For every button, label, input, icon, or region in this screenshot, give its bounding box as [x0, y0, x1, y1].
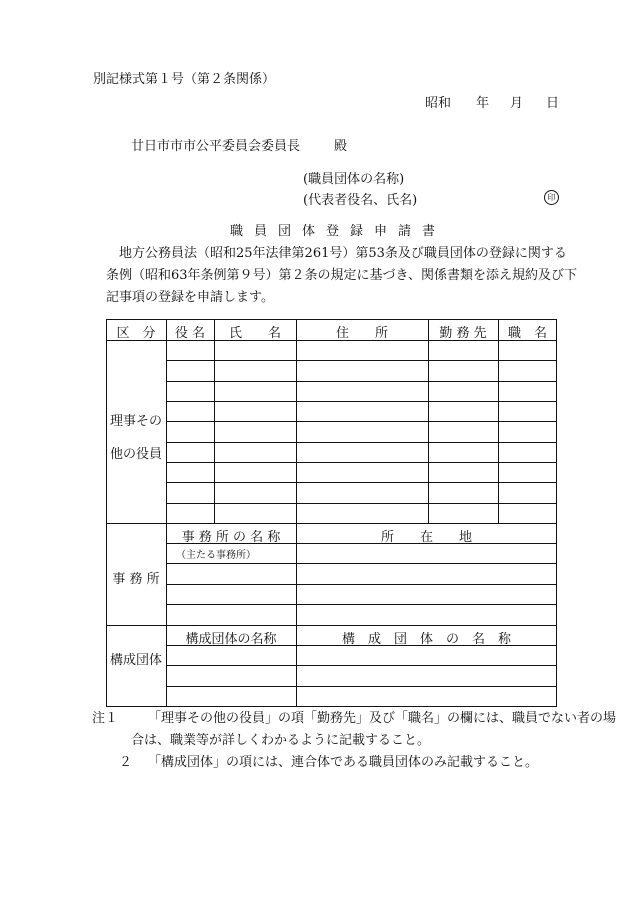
- date-day: 日: [546, 96, 560, 111]
- body-paragraph: 地方公務員法（昭和25年法律第261号）第53条及び職員団体の登録に関する条例（昭和63年条例第９号）第２条の規定に基づき、関係書類を添え規約及び下記事項の登録を申請します。: [106, 246, 578, 305]
- table-grid: [106, 319, 557, 707]
- office-location-header: 所 在 地: [380, 530, 472, 545]
- header-category: 区 分: [116, 326, 156, 341]
- form-label: 別記様式第１号（第２条関係）: [93, 72, 276, 87]
- date-month: 月: [510, 96, 524, 111]
- header-position: 役 名: [174, 326, 206, 341]
- representative-label: (代表者役名、氏名): [303, 193, 418, 208]
- document-title: 職員団体登録申請書: [230, 224, 447, 239]
- note1-line2: 合は、職業等が詳しくわかるように記載すること。: [131, 733, 431, 748]
- note2-prefix: ２: [119, 755, 133, 770]
- table-border: [107, 320, 557, 707]
- note2-text: 「構成団体」の項には、連合体である職員団体のみ記載すること。: [148, 755, 539, 770]
- registration-table: [106, 319, 557, 707]
- office-label: 事 務 所: [112, 572, 160, 587]
- date-year: 年: [476, 96, 490, 111]
- honorific: 殿: [334, 139, 348, 154]
- header-address: 住 所: [335, 326, 388, 341]
- office-name-header: 事 務 所 の 名 称: [181, 530, 281, 545]
- officers-label-line1: 理事その: [109, 414, 162, 429]
- constituent-label: 構成団体: [109, 653, 162, 668]
- date-era: 昭和: [425, 96, 452, 111]
- org-name-label: (職員団体の名称): [303, 172, 405, 187]
- seal-char: 印: [547, 193, 556, 202]
- seal-mark: [544, 190, 559, 205]
- constituent-header-1: 構成団体の名称: [185, 632, 277, 647]
- header-job-title: 職 名: [507, 326, 547, 341]
- constituent-header-2: 構 成 団 体 の 名 称: [341, 632, 511, 647]
- addressee: 廿日市市市公平委員会委員長: [131, 139, 301, 154]
- note1-prefix: 注１: [92, 711, 119, 726]
- note1-line1: 「理事その他の役員」の項「勤務先」及び「職名」の欄には、職員でない者の場: [148, 711, 617, 726]
- office-main-note: （主たる事務所）: [176, 550, 256, 561]
- officers-label-line2: 他の役員: [109, 447, 162, 462]
- header-workplace: 勤 務 先: [439, 326, 487, 341]
- header-name: 氏 名: [228, 326, 281, 341]
